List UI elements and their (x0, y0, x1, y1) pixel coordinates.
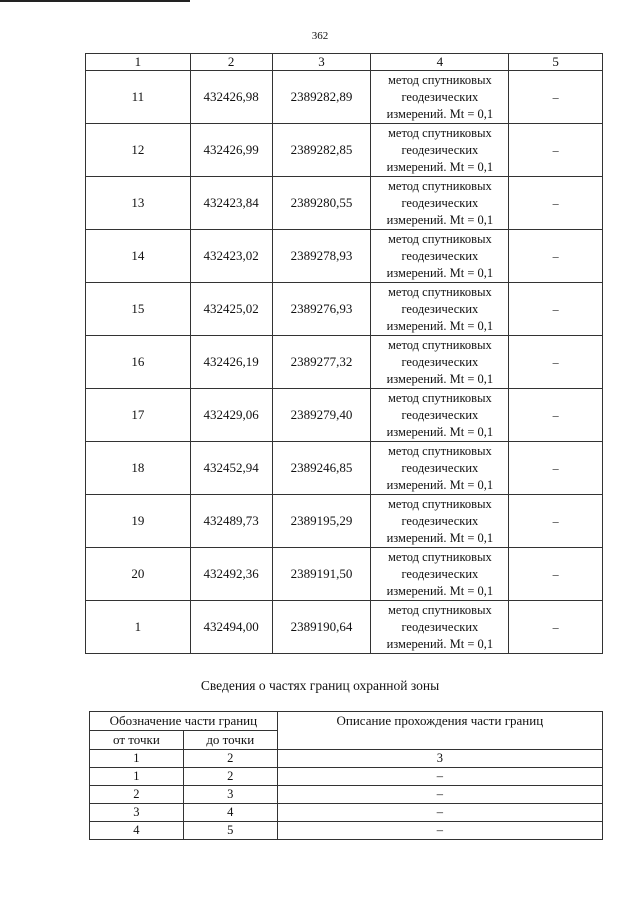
numbering-cell-2: 2 (183, 750, 277, 768)
x-coordinate-cell: 432426,98 (190, 71, 272, 124)
page-number: 362 (311, 30, 329, 42)
header-boundary-description: Описание прохождения части границ (277, 712, 602, 750)
method-line: метод спутниковых (388, 496, 492, 511)
coordinate-row (86, 495, 603, 548)
note-cell: – (509, 336, 603, 389)
y-coordinate-cell: 2389280,55 (272, 177, 371, 230)
note-cell: – (509, 71, 603, 124)
coordinate-row (86, 230, 603, 283)
point-number-cell: 12 (86, 124, 191, 177)
x-coordinate-cell: 432452,94 (190, 442, 272, 495)
method-line: метод спутниковых (388, 390, 492, 405)
point-number-cell: 15 (86, 283, 191, 336)
coordinate-row (86, 442, 603, 495)
note-cell: – (509, 442, 603, 495)
method-cell (371, 336, 509, 389)
boundary-part-row (90, 804, 603, 822)
method-cell (371, 495, 509, 548)
note-cell: – (509, 389, 603, 442)
col-header-5: 5 (509, 54, 603, 71)
coordinate-row (86, 71, 603, 124)
method-cell (371, 230, 509, 283)
method-line: геодезических (401, 354, 479, 369)
method-line: метод спутниковых (388, 443, 492, 458)
method-line: геодезических (401, 619, 479, 634)
coordinate-row (86, 283, 603, 336)
numbering-cell-1: 1 (90, 750, 184, 768)
header-from-point: от точки (90, 731, 184, 750)
y-coordinate-cell: 2389246,85 (272, 442, 371, 495)
method-line: геодезических (401, 513, 479, 528)
header-boundary-part-designation: Обозначение части границ (90, 712, 278, 731)
from-point-cell: 2 (90, 786, 184, 804)
section-title: Сведения о частях границ охранной зоны (200, 678, 440, 693)
note-cell: – (509, 124, 603, 177)
y-coordinate-cell: 2389279,40 (272, 389, 371, 442)
method-cell (371, 389, 509, 442)
method-line: метод спутниковых (388, 231, 492, 246)
y-coordinate-cell: 2389195,29 (272, 495, 371, 548)
method-line: геодезических (401, 195, 479, 210)
description-cell: – (277, 804, 602, 822)
coordinates-table (85, 53, 603, 654)
y-coordinate-cell: 2389282,85 (272, 124, 371, 177)
x-coordinate-cell: 432426,19 (190, 336, 272, 389)
method-line: геодезических (401, 460, 479, 475)
point-number-cell: 14 (86, 230, 191, 283)
method-line: измерений. Mt = 0,1 (386, 159, 494, 174)
coordinate-row (86, 124, 603, 177)
to-point-cell: 4 (183, 804, 277, 822)
coordinate-row (86, 548, 603, 601)
coordinates-header-row (86, 54, 603, 71)
to-point-cell: 5 (183, 822, 277, 840)
x-coordinate-cell: 432494,00 (190, 601, 272, 654)
header-to-point: до точки (183, 731, 277, 750)
method-line: геодезических (401, 248, 479, 263)
x-coordinate-cell: 432423,02 (190, 230, 272, 283)
note-cell: – (509, 230, 603, 283)
y-coordinate-cell: 2389190,64 (272, 601, 371, 654)
method-line: геодезических (401, 407, 479, 422)
coordinate-row (86, 177, 603, 230)
method-line: измерений. Mt = 0,1 (386, 318, 494, 333)
method-line: измерений. Mt = 0,1 (386, 477, 494, 492)
method-line: измерений. Mt = 0,1 (386, 371, 494, 386)
method-cell (371, 177, 509, 230)
y-coordinate-cell: 2389282,89 (272, 71, 371, 124)
x-coordinate-cell: 432492,36 (190, 548, 272, 601)
method-cell (371, 71, 509, 124)
method-line: метод спутниковых (388, 337, 492, 352)
method-cell (371, 283, 509, 336)
method-cell (371, 124, 509, 177)
x-coordinate-cell: 432426,99 (190, 124, 272, 177)
col-header-1: 1 (86, 54, 191, 71)
y-coordinate-cell: 2389276,93 (272, 283, 371, 336)
boundary-part-row (90, 786, 603, 804)
to-point-cell: 3 (183, 786, 277, 804)
coordinate-row (86, 601, 603, 654)
col-header-2: 2 (190, 54, 272, 71)
to-point-cell: 2 (183, 768, 277, 786)
point-number-cell: 16 (86, 336, 191, 389)
y-coordinate-cell: 2389278,93 (272, 230, 371, 283)
x-coordinate-cell: 432425,02 (190, 283, 272, 336)
method-line: метод спутниковых (388, 178, 492, 193)
col-header-3: 3 (272, 54, 371, 71)
coordinate-row (86, 389, 603, 442)
method-line: измерений. Mt = 0,1 (386, 636, 494, 651)
point-number-cell: 20 (86, 548, 191, 601)
note-cell: – (509, 177, 603, 230)
description-cell: – (277, 822, 602, 840)
method-line: метод спутниковых (388, 602, 492, 617)
from-point-cell: 3 (90, 804, 184, 822)
method-line: метод спутниковых (388, 284, 492, 299)
note-cell: – (509, 283, 603, 336)
point-number-cell: 11 (86, 71, 191, 124)
note-cell: – (509, 548, 603, 601)
numbering-cell-3: 3 (277, 750, 602, 768)
from-point-cell: 4 (90, 822, 184, 840)
method-line: геодезических (401, 89, 479, 104)
parts-header-row-1 (90, 712, 603, 731)
method-line: геодезических (401, 301, 479, 316)
note-cell: – (509, 601, 603, 654)
x-coordinate-cell: 432423,84 (190, 177, 272, 230)
x-coordinate-cell: 432429,06 (190, 389, 272, 442)
method-line: метод спутниковых (388, 72, 492, 87)
method-line: измерений. Mt = 0,1 (386, 583, 494, 598)
boundary-parts-table (89, 711, 603, 840)
method-line: метод спутниковых (388, 549, 492, 564)
method-line: измерений. Mt = 0,1 (386, 106, 494, 121)
coordinates-body (86, 71, 603, 654)
from-point-cell: 1 (90, 768, 184, 786)
method-line: геодезических (401, 566, 479, 581)
boundary-part-row (90, 822, 603, 840)
y-coordinate-cell: 2389277,32 (272, 336, 371, 389)
parts-body (90, 750, 603, 840)
description-cell: – (277, 786, 602, 804)
x-coordinate-cell: 432489,73 (190, 495, 272, 548)
description-cell: – (277, 768, 602, 786)
method-cell (371, 601, 509, 654)
method-cell (371, 548, 509, 601)
col-header-4: 4 (371, 54, 509, 71)
note-cell: – (509, 495, 603, 548)
point-number-cell: 18 (86, 442, 191, 495)
point-number-cell: 1 (86, 601, 191, 654)
method-line: геодезических (401, 142, 479, 157)
point-number-cell: 19 (86, 495, 191, 548)
method-cell (371, 442, 509, 495)
boundary-part-row (90, 768, 603, 786)
point-number-cell: 13 (86, 177, 191, 230)
method-line: метод спутниковых (388, 125, 492, 140)
y-coordinate-cell: 2389191,50 (272, 548, 371, 601)
method-line: измерений. Mt = 0,1 (386, 530, 494, 545)
top-rule (0, 0, 190, 2)
coordinate-row (86, 336, 603, 389)
method-line: измерений. Mt = 0,1 (386, 424, 494, 439)
parts-numbering-row (90, 750, 603, 768)
method-line: измерений. Mt = 0,1 (386, 265, 494, 280)
method-line: измерений. Mt = 0,1 (386, 212, 494, 227)
point-number-cell: 17 (86, 389, 191, 442)
